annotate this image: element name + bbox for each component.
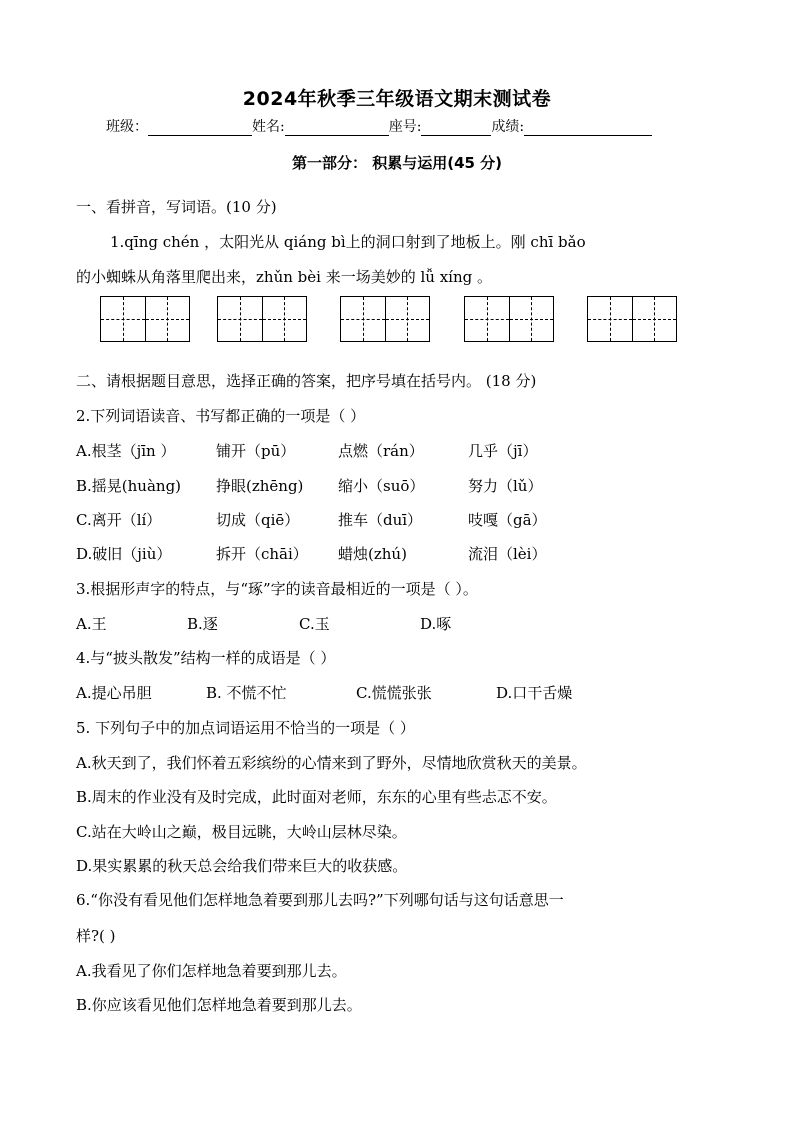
q3-option-d: D.啄: [420, 615, 452, 633]
score-label: 成绩:: [491, 119, 525, 135]
q4-option-d: D.口干舌燥: [496, 684, 573, 702]
q2-option: 切成（qiē）: [216, 511, 300, 529]
exam-title: 2024年秋季三年级语文期末测试卷: [242, 88, 552, 110]
q3-option-c: C.玉: [299, 615, 330, 633]
q6-stem-line2: 样?( ): [76, 927, 116, 945]
q3-stem: 3.根据形声字的特点，与“琢”字的读音最相近的一项是（ ）。: [76, 580, 478, 598]
section2-heading: 二、请根据题目意思，选择正确的答案，把序号填在括号内。 (18 分): [76, 372, 537, 390]
q4-option-a: A.提心吊胆: [76, 684, 152, 702]
q2-option: 铺开（pū）: [216, 442, 296, 460]
q4-option-b: B. 不慌不忙: [206, 684, 287, 702]
q5-stem: 5. 下列句子中的加点词语运用不恰当的一项是（ ）: [76, 719, 415, 737]
name-label: 姓名:: [252, 119, 285, 135]
q2-option: A.根茎（jīn ）: [76, 442, 176, 460]
answer-box-5[interactable]: [587, 296, 677, 342]
q2-option: D.破旧（jiù）: [76, 545, 172, 563]
q2-option: C.离开（lí）: [76, 511, 162, 529]
q6-option-b: B.你应该看见他们怎样地急着要到那儿去。: [76, 996, 362, 1014]
answer-box-3[interactable]: [340, 296, 430, 342]
part1-heading: 第一部分： 积累与运用(45 分): [291, 154, 503, 172]
q4-stem: 4.与“披头散发”结构一样的成语是（ ）: [76, 649, 336, 667]
seat-field[interactable]: [421, 119, 491, 136]
q1-text-line1: 1.qīng chén ，太阳光从 qiáng bì上的洞口射到了地板上。刚 chī bǎo: [110, 233, 586, 251]
q6-option-a: A.我看见了你们怎样地急着要到那儿去。: [76, 962, 347, 980]
q6-stem-line1: 6.“你没有看见他们怎样地急着要到那儿去吗?”下列哪句话与这句话意思一: [76, 891, 564, 909]
q2-option: 蜡烛(zhú): [338, 545, 407, 563]
q2-stem: 2.下列词语读音、书写都正确的一项是（ ）: [76, 407, 366, 425]
student-info-row: [106, 114, 706, 136]
class-field[interactable]: [148, 119, 252, 136]
seat-label: 座号:: [388, 119, 422, 135]
q2-option: 努力（lǔ）: [468, 477, 543, 495]
q2-option: 几乎（jī）: [468, 442, 538, 460]
answer-box-2[interactable]: [217, 296, 307, 342]
q4-option-c: C.慌慌张张: [356, 684, 432, 702]
q2-option: 流泪（lèi）: [468, 545, 547, 563]
q3-option-b: B.逐: [187, 615, 218, 633]
q5-option-a: A.秋天到了，我们怀着五彩缤纷的心情来到了野外，尽情地欣赏秋天的美景。: [76, 754, 587, 772]
q2-option: 推车（duī）: [338, 511, 423, 529]
q2-option: 缩小（suō）: [338, 477, 425, 495]
q2-option: 吱嘎（gā）: [468, 511, 547, 529]
q5-option-d: D.果实累累的秋天总会给我们带来巨大的收获感。: [76, 857, 408, 875]
q2-option: 拆开（chāi）: [216, 545, 308, 563]
q5-option-b: B.周末的作业没有及时完成，此时面对老师，东东的心里有些忐忑不安。: [76, 788, 557, 806]
q5-option-c: C.站在大岭山之巅，极目远眺，大岭山层林尽染。: [76, 823, 407, 841]
answer-box-4[interactable]: [464, 296, 554, 342]
answer-box-1[interactable]: [100, 296, 190, 342]
q2-option: B.摇晃(huàng): [76, 477, 182, 495]
name-field[interactable]: [285, 119, 389, 136]
q1-heading: 一、看拼音，写词语。(10 分): [76, 198, 277, 216]
q1-text-line2: 的小蜘蛛从角落里爬出来，zhǔn bèi 来一场美妙的 lǚ xíng 。: [76, 268, 492, 286]
class-label: 班级：: [106, 119, 148, 135]
q2-option: 挣眼(zhēng): [216, 477, 304, 495]
score-field[interactable]: [524, 119, 652, 136]
q2-option: 点燃（rán）: [338, 442, 424, 460]
q3-option-a: A.王: [76, 615, 107, 633]
